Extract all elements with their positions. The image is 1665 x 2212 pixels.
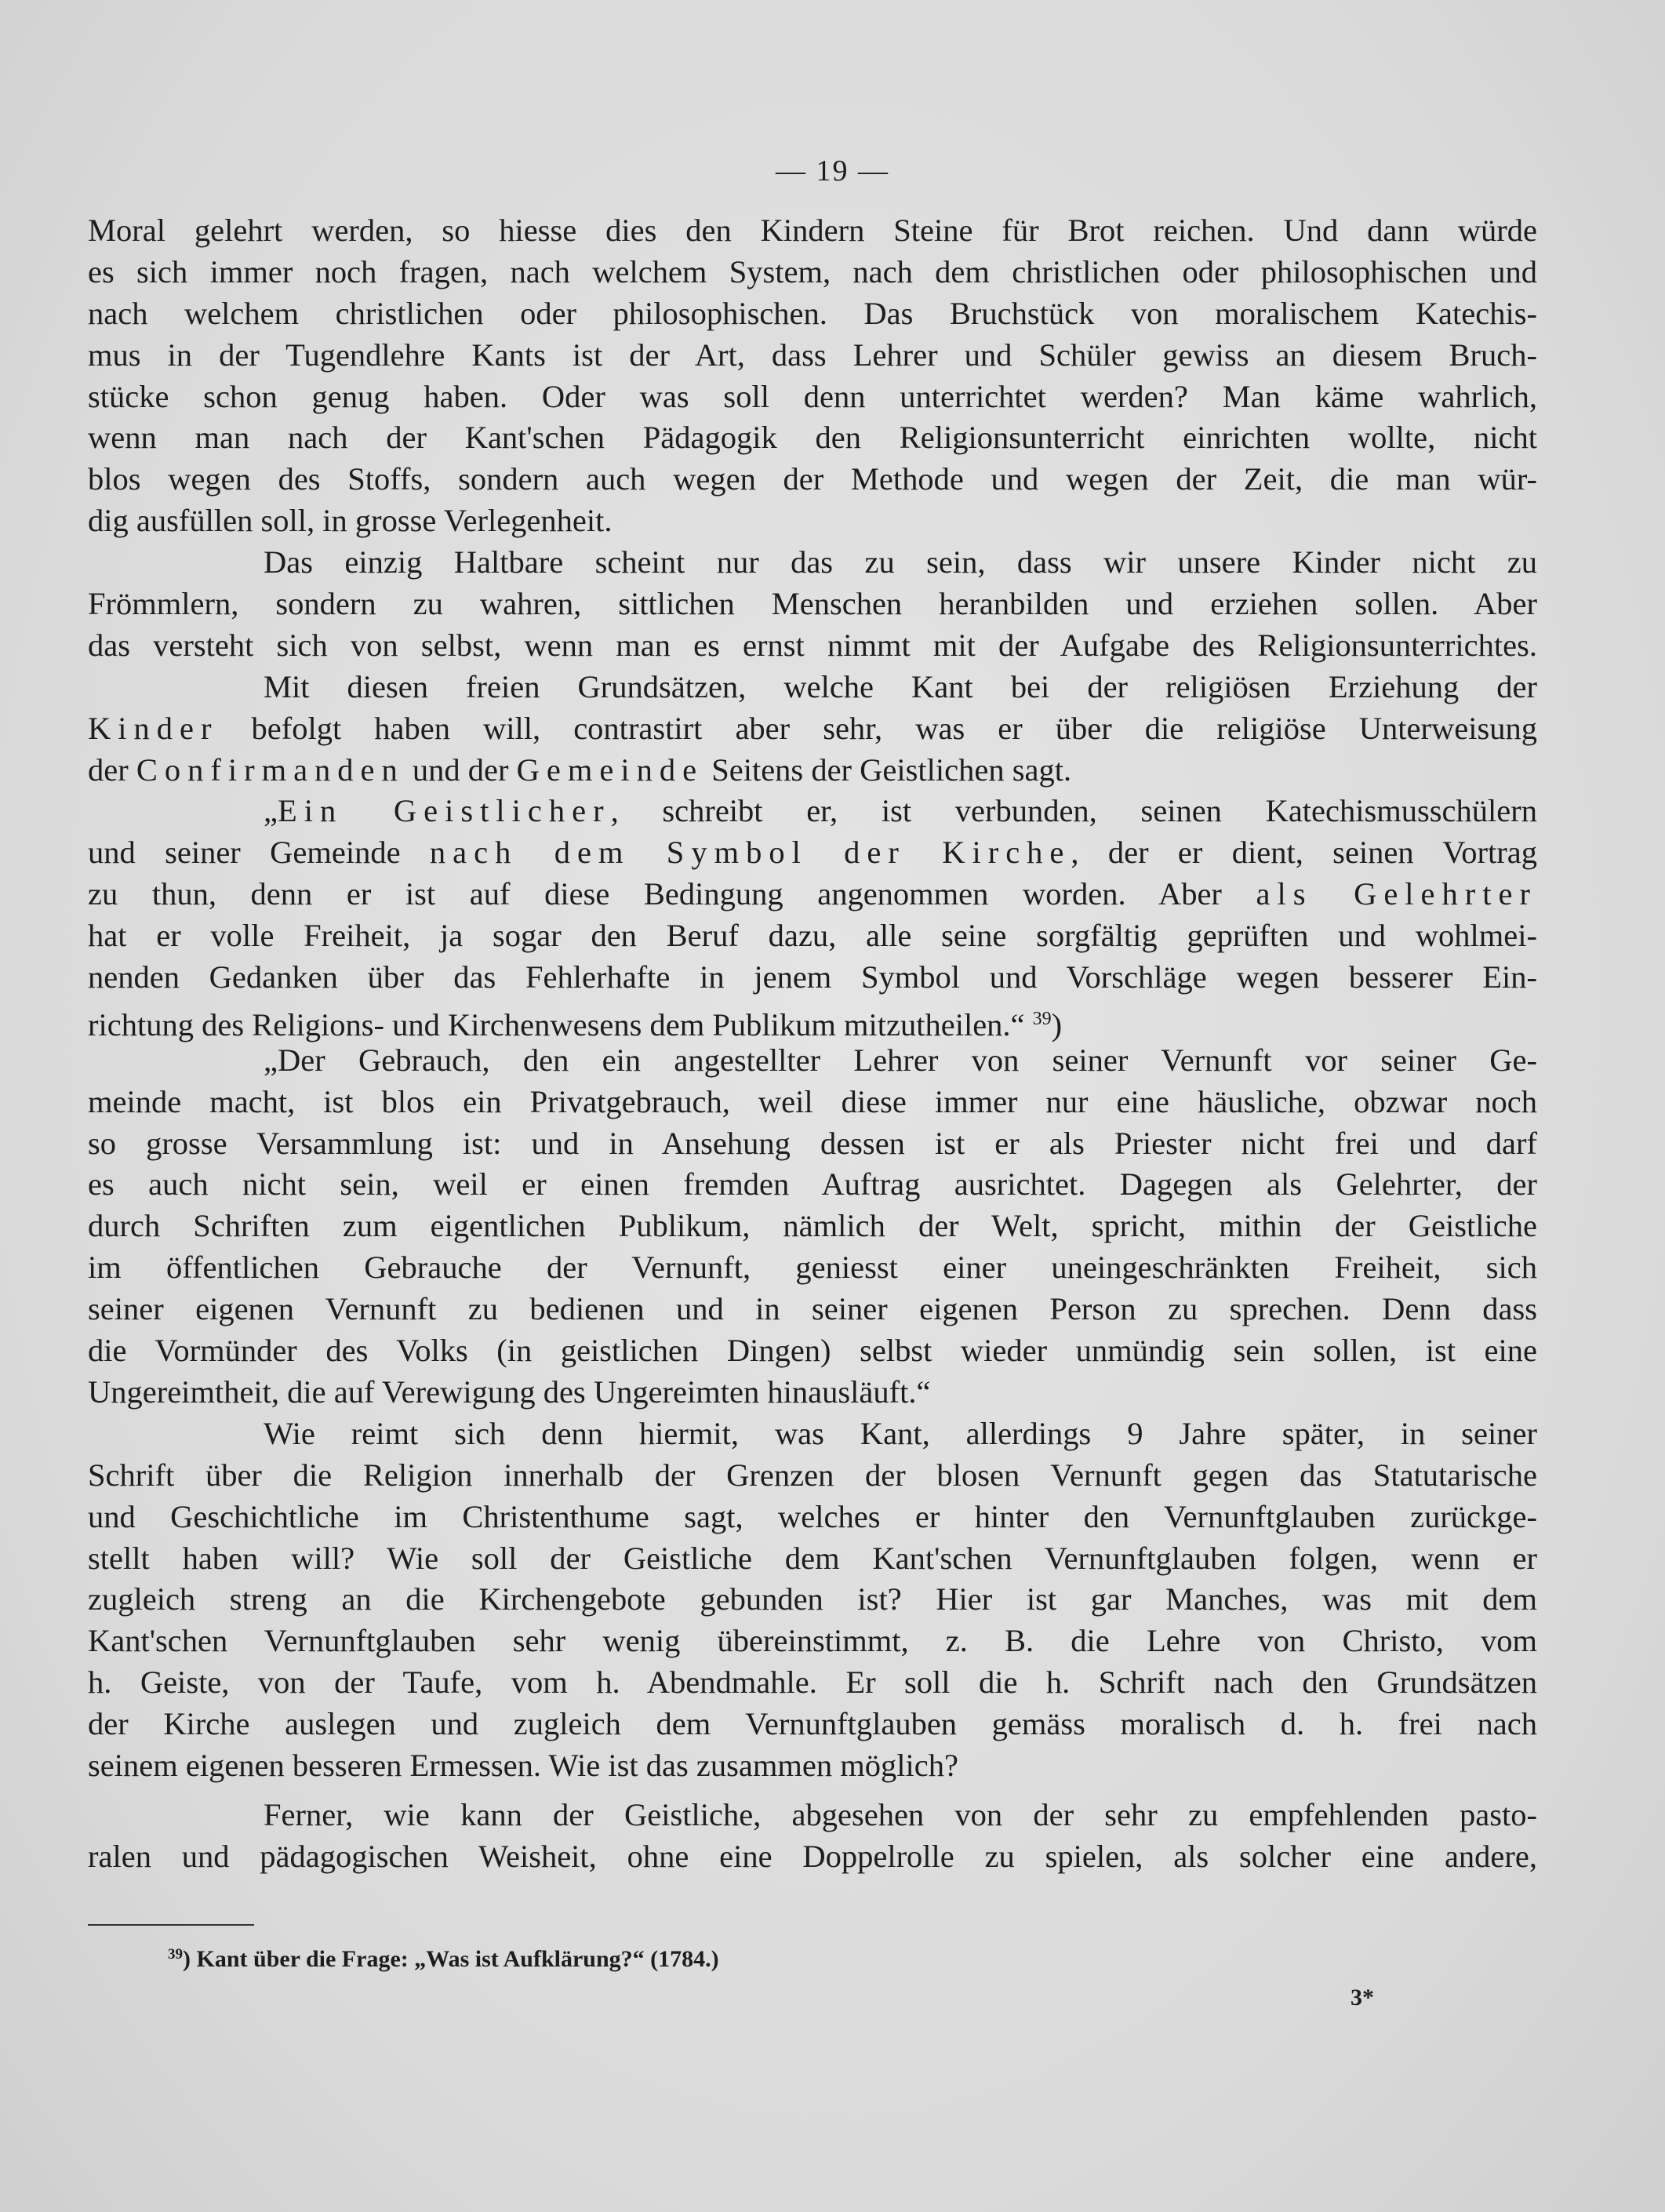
footnote-marker: 39 (168, 1946, 183, 1963)
text-line: das versteht sich von selbst, wenn man es ernst nimmt mit der Aufgabe des Religionsunterrichtes. (88, 627, 1537, 663)
text-line: seiner eigenen Vernunft zu bedienen und in seiner eigenen Person zu sprechen. Denn dass (88, 1291, 1537, 1327)
text-line (88, 791, 1537, 832)
spaced-word: nach dem Symbol der Kirche (429, 835, 1071, 871)
text-line: es auch nicht sein, weil er einen fremden Auftrag ausrichtet. Dagegen als Gelehrter, der (88, 1166, 1537, 1202)
text-line: stücke schon genug haben. Oder was soll denn unterrichtet werden? Man käme wahrlich, (88, 378, 1537, 414)
footnote-reference: 39 (1032, 1008, 1052, 1029)
text-line: h. Geiste, von der Taufe, vom h. Abendmahle. Er soll die h. Schrift nach den Grundsätzen (88, 1664, 1537, 1701)
paragraph (88, 667, 1537, 791)
text-line (88, 999, 1537, 1040)
text-line: Kant'schen Vernunftglauben sehr wenig übereinstimmt, z. B. die Lehre von Christo, vom (88, 1623, 1537, 1659)
footnote-marker-close: ) (183, 1946, 191, 1972)
signature-mark: 3* (1351, 1985, 1374, 2010)
spaced-word: Kinder (88, 710, 219, 746)
text-line: zugleich streng an die Kirchengebote gebunden ist? Hier ist gar Manches, was mit dem (88, 1581, 1537, 1617)
body-text (88, 210, 1537, 1878)
text-line: hat er volle Freiheit, ja sogar den Beruf dazu, alle seine sorgfältig geprüften und wohlmei- (88, 918, 1537, 954)
page-number: — 19 — (776, 155, 889, 187)
paragraph (88, 791, 1537, 1042)
text-line: die Vormünder des Volks (in geistlichen Dingen) selbst wieder unmündig sein sollen, ist eine (88, 1333, 1537, 1369)
text-line: es sich immer noch fragen, nach welchem System, nach dem christlichen oder philosophischen und (88, 253, 1537, 289)
text-line: stellt haben will? Wie soll der Geistliche dem Kant'schen Vernunftglauben folgen, wenn er (88, 1540, 1537, 1576)
text-run: der (88, 751, 136, 788)
text-line: „Der Gebrauch, den ein angestellter Lehrer von seiner Vernunft vor seiner Ge- (264, 1042, 1537, 1078)
text-run: und seiner Gemeinde (88, 835, 430, 871)
text-run: befolgt haben will, contrastirt aber sehr, was er über die religiöse Unterweisung (218, 710, 1537, 746)
footnote-divider (88, 1924, 254, 1926)
text-line: der Kirche auslegen und zugleich dem Vernunftglauben gemäss moralisch d. h. frei nach (88, 1706, 1537, 1742)
text-line: dig ausfüllen soll, in grosse Verlegenheit. (88, 503, 613, 539)
text-line (88, 708, 1537, 750)
text-line: blos wegen des Stoffs, sondern auch wegen der Methode und wegen der Zeit, die man wür- (88, 461, 1537, 497)
text-run: und der (404, 751, 517, 788)
spaced-word: als Gelehrter (1256, 876, 1537, 912)
text-line: so grosse Versammlung ist: und in Ansehung dessen ist er als Priester nicht frei und darf (88, 1125, 1537, 1161)
text-line (88, 750, 1537, 791)
text-run: zu thun, denn er ist auf diese Bedingung angenommen worden. Aber (88, 876, 1256, 912)
paragraph (88, 1795, 1537, 1878)
text-line: im öffentlichen Gebrauche der Vernunft, geniesst einer uneingeschränkten Freiheit, sich (88, 1250, 1537, 1286)
paragraph (88, 542, 1537, 667)
text-line: Mit diesen freien Grundsätzen, welche Kant bei der religiösen Erziehung der (264, 668, 1537, 704)
text-line: mus in der Tugendlehre Kants ist der Art, dass Lehrer und Schüler gewiss an diesem Bruch- (88, 337, 1537, 373)
text-line: durch Schriften zum eigentlichen Publikum, nämlich der Welt, spricht, mithin der Geistliche (88, 1208, 1537, 1244)
text-line: Frömmlern, sondern zu wahren, sittlichen Menschen heranbilden und erziehen sollen. Aber (88, 586, 1537, 622)
paragraph (88, 210, 1537, 542)
text-line: Schrift über die Religion innerhalb der Grenzen der blosen Vernunft gegen das Statutarische (88, 1457, 1537, 1493)
text-line: Ungereimtheit, die auf Verewigung des Ungereimten hinausläuft.“ (88, 1373, 931, 1410)
text-line: ralen und pädagogischen Weisheit, ohne eine Doppelrolle zu spielen, als solcher eine andere, (88, 1838, 1537, 1874)
text-run: Seitens der Geistlichen sagt. (703, 751, 1072, 788)
spaced-word: Ein Geistlicher (277, 793, 611, 829)
spaced-word: Gemeinde (516, 751, 704, 788)
text-run: richtung des Religions- und Kirchenwesens dem Publikum mitzutheilen.“ (88, 1006, 1033, 1042)
paragraph (88, 1413, 1537, 1787)
spaced-word: Confirmanden (136, 751, 405, 788)
text-line (88, 832, 1537, 874)
text-run: „ (264, 793, 278, 829)
text-line: und Geschichtliche im Christenthume sagt, welches er hinter den Vernunftglauben zurückge- (88, 1498, 1537, 1534)
text-line: nach welchem christlichen oder philosophischen. Das Bruchstück von moralischem Katechis- (88, 295, 1537, 331)
text-line (88, 874, 1537, 915)
text-line: Ferner, wie kann der Geistliche, abgesehen von der sehr zu empfehlenden pasto- (264, 1796, 1537, 1832)
text-line: nenden Gedanken über das Fehlerhafte in jenem Symbol und Vorschläge wegen besserer Ein- (88, 959, 1537, 995)
text-line: Moral gelehrt werden, so hiesse dies den Kindern Steine für Brot reichen. Und dann würde (88, 213, 1537, 248)
paragraph (88, 1040, 1537, 1413)
paragraph-gap (88, 1787, 1537, 1795)
text-line: Wie reimt sich denn hiermit, was Kant, allerdings 9 Jahre später, in seiner (264, 1415, 1537, 1451)
text-line: Das einzig Haltbare scheint nur das zu sein, dass wir unsere Kinder nicht zu (264, 544, 1537, 580)
text-line: wenn man nach der Kant'schen Pädagogik den Religionsunterricht einrichten wollte, nicht (88, 420, 1537, 456)
text-line: meinde macht, ist blos ein Privatgebrauch, weil diese immer nur eine häusliche, obzwar noch (88, 1083, 1537, 1119)
footnote (168, 1939, 719, 1975)
text-run: , schreibt er, ist verbunden, seinen Katechismusschülern (610, 793, 1537, 829)
text-run: ) (1051, 1006, 1063, 1042)
text-line: seinem eigenen besseren Ermessen. Wie ist das zusammen möglich? (88, 1747, 958, 1783)
text-run: , der er dient, seinen Vortrag (1071, 835, 1537, 871)
footnote-text: Kant über die Frage: „Was ist Aufklärung?“ (1784.) (191, 1946, 719, 1972)
